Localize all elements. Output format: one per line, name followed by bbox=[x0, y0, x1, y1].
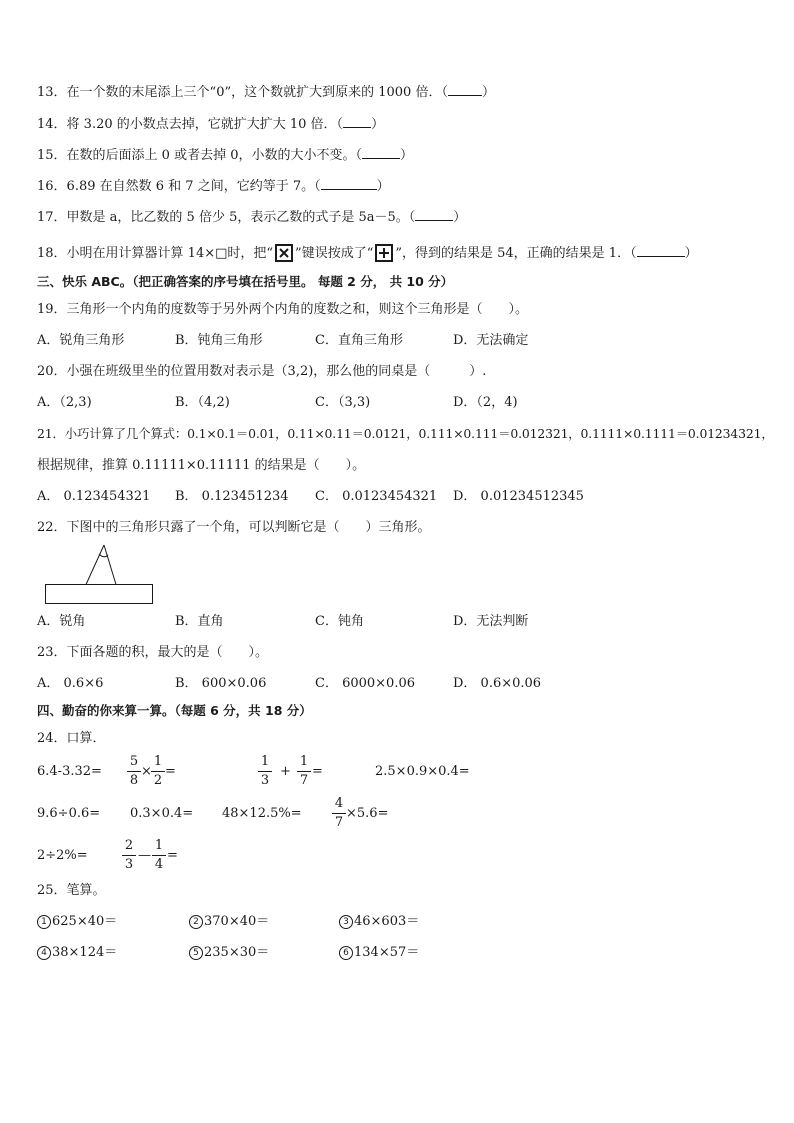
option-c[interactable]: C． 0.0123454321 bbox=[315, 489, 438, 504]
option-a[interactable]: A． 0.123454321 bbox=[37, 489, 151, 504]
option-c[interactable]: C． 6000×0.06 bbox=[315, 676, 416, 691]
oral-calc-item: 2.5×0.9×0.4= bbox=[375, 764, 470, 779]
option-d[interactable]: D．（2，4) bbox=[453, 395, 518, 410]
answer-blank[interactable] bbox=[321, 176, 377, 190]
option-a[interactable]: A．锐角 bbox=[37, 614, 86, 629]
fraction: 1 3 bbox=[258, 754, 272, 789]
question-24-title: 24．口算． bbox=[37, 731, 106, 746]
oral-calc-item: 0.3×0.4= bbox=[130, 806, 194, 821]
option-d[interactable]: D． 0.6×0.06 bbox=[453, 676, 542, 691]
written-calc-item: 5 235×30＝ bbox=[189, 945, 269, 961]
question-19-options bbox=[37, 332, 597, 350]
written-calc-item: 1 625×40＝ bbox=[37, 914, 117, 930]
answer-blank[interactable] bbox=[343, 114, 371, 128]
question-17: 17．甲数是 a，比乙数的 5 倍少 5，表示乙数的式子是 5a－5。（ ） bbox=[37, 207, 466, 227]
option-b[interactable]: B．直角 bbox=[175, 614, 224, 629]
answer-blank[interactable] bbox=[448, 82, 482, 96]
question-20-options bbox=[37, 394, 597, 412]
section-3-title: 三、快乐 ABC。（把正确答案的序号填在括号里。 每题 2 分， 共 10 分） bbox=[37, 274, 454, 289]
answer-blank[interactable] bbox=[637, 243, 685, 257]
question-23-options bbox=[37, 675, 597, 693]
answer-blank[interactable] bbox=[415, 207, 453, 221]
answer-blank[interactable] bbox=[362, 145, 400, 159]
written-calc-item: 2 370×40＝ bbox=[189, 914, 269, 930]
written-calc-item: 4 38×124＝ bbox=[37, 945, 117, 961]
question-21-line-2: 根据规律，推算 0.11111×0.11111 的结果是（ ）。 bbox=[37, 458, 366, 473]
option-b[interactable]: B． 600×0.06 bbox=[175, 676, 267, 691]
written-calc-item: 6 134×57＝ bbox=[339, 945, 419, 961]
question-21-options bbox=[37, 488, 597, 506]
option-d[interactable]: D．无法确定 bbox=[453, 333, 529, 348]
oral-calc-item: 2÷2%= bbox=[37, 848, 88, 863]
question-16: 16．6.89 在自然数 6 和 7 之间，它约等于 7。（ ） bbox=[37, 176, 390, 196]
triangle-figure bbox=[40, 542, 160, 608]
fraction: 4 7 bbox=[332, 796, 346, 831]
question-13: 13．在一个数的末尾添上三个“0”，这个数就扩大到原来的 1000 倍．（ ） bbox=[37, 82, 495, 102]
section-4-title: 四、勤奋的你来算一算。（每题 6 分，共 18 分） bbox=[37, 703, 312, 718]
question-15: 15．在数的后面添上 0 或者去掉 0，小数的大小不变。（ ） bbox=[37, 145, 413, 165]
fraction: 2 3 bbox=[122, 838, 136, 873]
option-c[interactable]: C．直角三角形 bbox=[315, 333, 403, 348]
question-23: 23．下面各题的积，最大的是（ ）。 bbox=[37, 645, 269, 660]
fraction: 5 8 bbox=[127, 754, 141, 789]
option-d[interactable]: D．无法判断 bbox=[453, 614, 529, 629]
fraction: 1 7 bbox=[297, 754, 311, 789]
question-14: 14．将 3.20 的小数点去掉，它就扩大扩大 10 倍．（ ） bbox=[37, 114, 384, 134]
question-22: 22．下图中的三角形只露了一个角，可以判断它是（ ）三角形。 bbox=[37, 520, 431, 535]
option-b[interactable]: B． 0.123451234 bbox=[175, 489, 289, 504]
question-25-title: 25．笔算。 bbox=[37, 883, 106, 898]
option-b[interactable]: B．钝角三角形 bbox=[175, 333, 263, 348]
worksheet-page: 13．在一个数的末尾添上三个“0”，这个数就扩大到原来的 1000 倍．（ ） 14．将 3.20 的小数点去掉，它就扩大扩大 10 倍．（ ） 15．在数的后面添上 0 或者去掉 0，小数的大小不变。（ ） 16．6.89 在自然数 6 和 7 之间，它约等于 7。（ ） 17．甲数是 a，比乙数的 5 倍少 5，表示乙数的式子是 5a－5。（ ） 18．小明在用计算器计算 14×□时，把“ ”键误按成了“ ”，得到的结果是 54，正确的结果是 1．（ ） 三、快乐 ABC。（把正确答案的序号填在括号里。 每题 2 分， 共 10 分） 19．三角形一个内角的度数等于另外两个内角的度数之和，则这个三角形是（ ）。 A．锐角三角形 B．钝角三角形 C．直角三角形 D．无法确定 20．小强在班级里坐的位置用数对表示是（3,2)，那么他的同桌是（ ）. A．（2,3) B．（4,2) C．（3,3) D．（2，4) 21．小巧计算了几个算式：0.1×0.1＝0.01，0.11×0.11＝0.0121，0.111×0.111＝0.012321，0.1111×0.1111＝0.01234321， 根据规律，推算 0.11111×0.11111 的结果是（ ）。 A． 0.123454321 B． 0.123451234 C． 0.0123454321 D． 0.01234512345 22．下图中的三角形只露了一个角，可以判断它是（ ）三角形。 A．锐角 B．直角 C．钝角 D．无法判断 23．下面各题的积，最大的是（ ）。 A． 0.6×6 B． 600×0.06 C． 6000×0.06 D． 0.6×0.06 四、勤奋的你来算一算。（每题 6 分，共 18 分） 24．口算． 6.4-3.32= 5 8 × 1 2 = 1 3 + 1 7 = 2.5×0.9×0.4= 9.6÷0.6= 0.3×0.4= 48×12.5%= 4 7 ×5.6= 2÷2%= 2 3 — 1 4 = 25．笔算。 1 625×40＝ 2 370×40＝ 3 46×603＝ 4 38×124＝ 5 235×30＝ 6 134×57＝ bbox=[0, 0, 794, 1123]
written-calc-item: 3 46×603＝ bbox=[339, 914, 419, 930]
question-22-options bbox=[37, 613, 597, 631]
option-a[interactable]: A．锐角三角形 bbox=[37, 333, 125, 348]
oral-calc-item: 6.4-3.32= bbox=[37, 764, 102, 779]
question-19: 19．三角形一个内角的度数等于另外两个内角的度数之和，则这个三角形是（ ）。 bbox=[37, 302, 529, 317]
fraction: 1 2 bbox=[151, 754, 165, 789]
question-20: 20．小强在班级里坐的位置用数对表示是（3,2)，那么他的同桌是（ ）. bbox=[37, 364, 487, 379]
option-a[interactable]: A．（2,3) bbox=[37, 395, 92, 410]
question-21-line-1: 21．小巧计算了几个算式：0.1×0.1＝0.01，0.11×0.11＝0.0121，0.111×0.111＝0.012321，0.1111×0.1111＝0.01234321， bbox=[37, 426, 774, 441]
option-c[interactable]: C．（3,3) bbox=[315, 395, 371, 410]
option-b[interactable]: B．（4,2) bbox=[175, 395, 230, 410]
oral-calc-item: 9.6÷0.6= bbox=[37, 806, 101, 821]
fraction: 1 4 bbox=[152, 838, 166, 873]
question-18: 18．小明在用计算器计算 14×□时，把“ ”键误按成了“ ”，得到的结果是 54，正确的结果是 1．（ ） bbox=[37, 243, 698, 263]
plus-key-icon bbox=[375, 244, 393, 262]
multiply-key-icon bbox=[275, 244, 293, 262]
option-d[interactable]: D． 0.01234512345 bbox=[453, 489, 584, 504]
oral-calc-item: 48×12.5%= bbox=[222, 806, 302, 821]
option-a[interactable]: A． 0.6×6 bbox=[37, 676, 104, 691]
option-c[interactable]: C．钝角 bbox=[315, 614, 364, 629]
